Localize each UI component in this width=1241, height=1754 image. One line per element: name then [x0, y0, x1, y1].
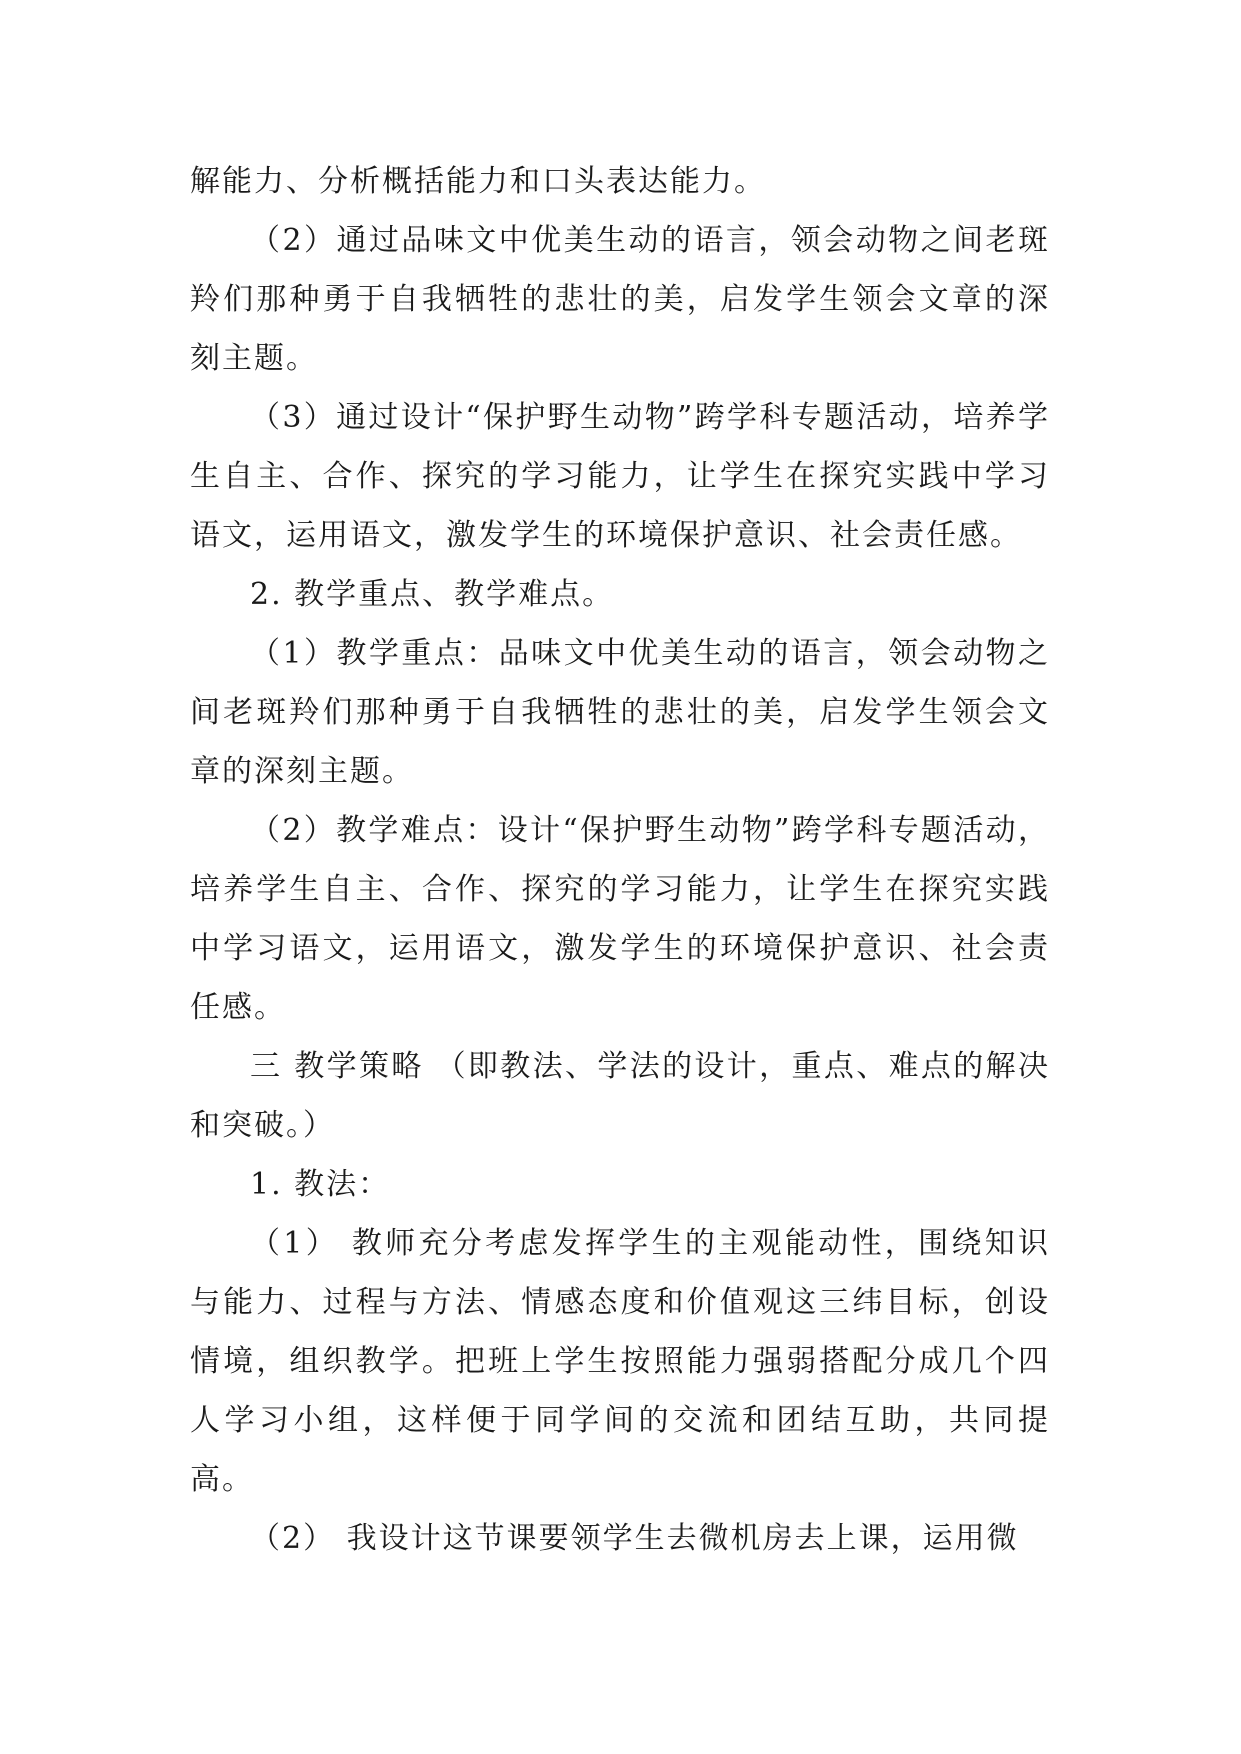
paragraph-method-2: （2） 我设计这节课要领学生去微机房去上课，运用微 — [250, 1521, 1019, 1556]
section-heading-key-points: 2. 教学重点、教学难点。 — [250, 577, 615, 612]
paragraph-goal-3: （3）通过设计“保护野生动物”跨学科专题活动，培养学生自主、合作、探究的学习能力，让学生在探究实践中学习语文，运用语文，激发学生的环境保护意识、社会责任感。 — [190, 400, 1050, 553]
section-heading-teaching-method: 1. 教法： — [250, 1167, 391, 1202]
paragraph-method-1: （1） 教师充分考虑发挥学生的主观能动性，围绕知识与能力、过程与方法、情感态度和价值观这三纬目标，创设情境，组织教学。把班上学生按照能力强弱搭配分成几个四人学习小组，这样便于同学间的交流和团结互助，共同提高。 — [190, 1226, 1050, 1497]
paragraph-key-point: （1）教学重点：品味文中优美生动的语言，领会动物之间老斑羚们那种勇于自我牺牲的悲壮的美，启发学生领会文章的深刻主题。 — [190, 636, 1050, 789]
paragraph-continuation: 解能力、分析概括能力和口头表达能力。 — [190, 164, 766, 199]
paragraph-difficult-point: （2）教学难点：设计“保护野生动物”跨学科专题活动，培养学生自主、合作、探究的学习能力，让学生在探究实践中学习语文，运用语文，激发学生的环境保护意识、社会责任感。 — [190, 813, 1050, 1025]
paragraph-goal-2: （2）通过品味文中优美生动的语言，领会动物之间老斑羚们那种勇于自我牺牲的悲壮的美，启发学生领会文章的深刻主题。 — [190, 223, 1050, 376]
section-heading-teaching-strategy: 三 教学策略 （即教法、学法的设计，重点、难点的解决和突破。） — [190, 1049, 1050, 1143]
document-body — [190, 152, 1050, 1568]
